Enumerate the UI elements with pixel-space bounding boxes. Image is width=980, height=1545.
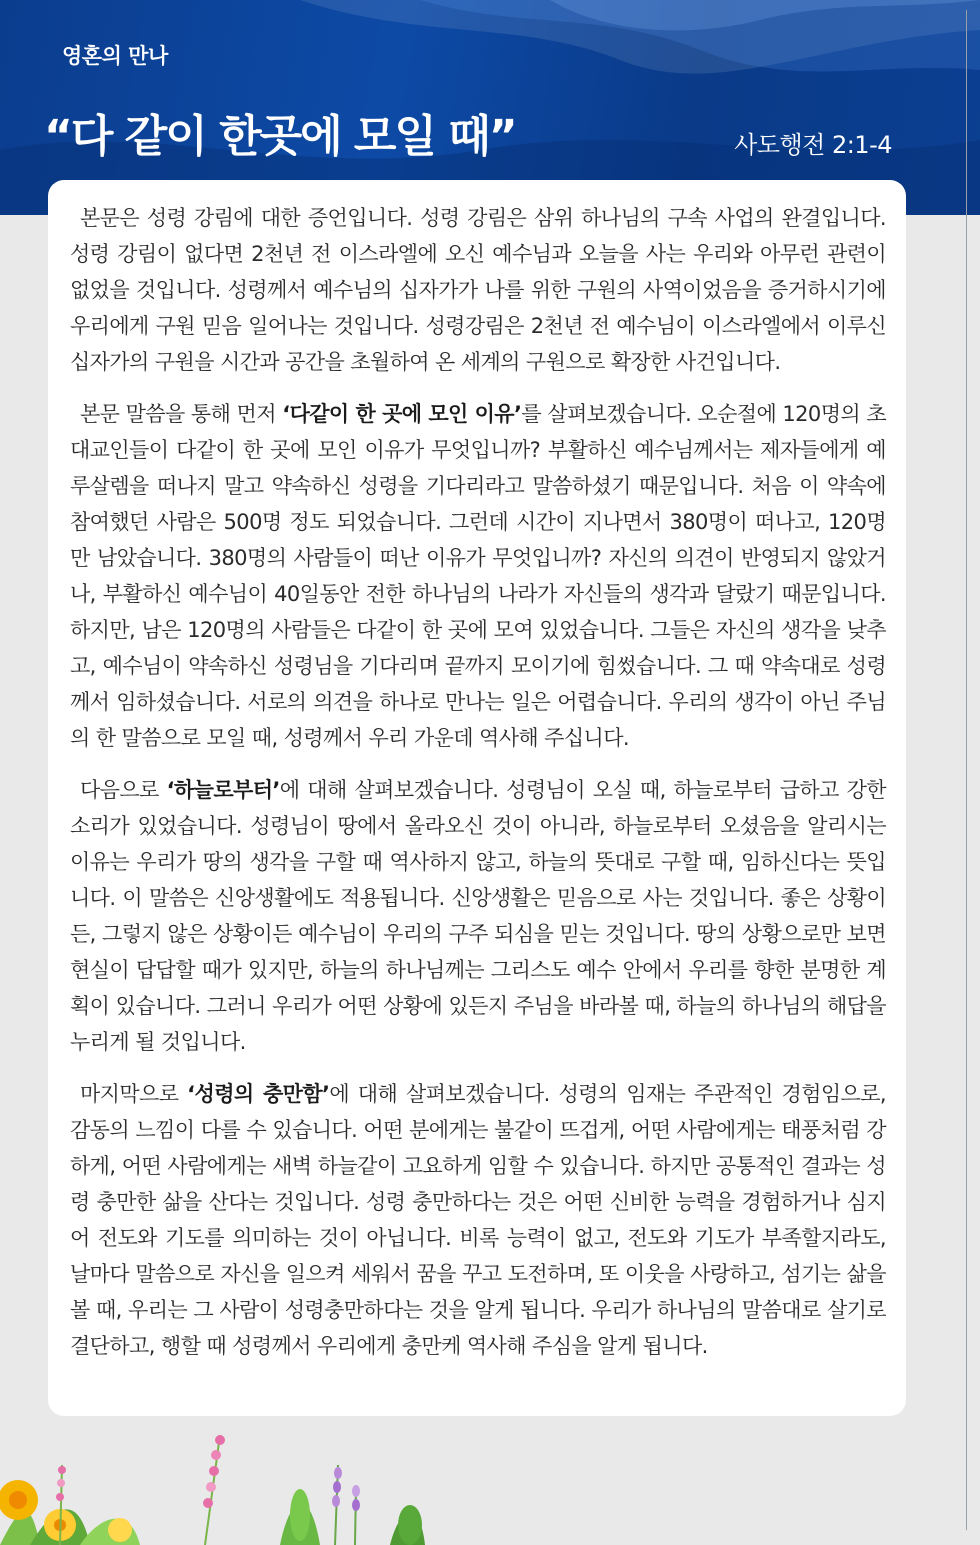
keyword-highlight: ‘성령의 충만함’ (187, 1082, 330, 1106)
paragraph-text: 본문은 성령 강림에 대한 증언입니다. 성령 강림은 삼위 하나님의 구속 사업의 완결입니다. 성령 강림이 없다면 2천년 전 이스라엘에 오신 예수님과 오늘을 사는 우리와 아무런 관련이 없었을 것입니다. 성령께서 예수님의 십자가가 나를 위한 구원의 사역이었음을 증거하시기에 우리에게 구원 믿음 일어나는 것입니다. 성령강림은 2천년 전 예수님이 이스라엘에서 이루신 십자가의 구원을 시간과 공간을 초월하여 온 세계의 구원으로 확장한 사건입니다. (70, 206, 886, 374)
section-label: 영혼의 만나 (62, 44, 168, 68)
scripture-reference: 사도행전 2:1-4 (734, 131, 892, 159)
paragraph-gathering (70, 396, 886, 756)
page-edge-rule (966, 10, 967, 1530)
paragraph-text: 에 대해 살펴보겠습니다. 성령님이 오실 때, 하늘로부터 급하고 강한 소리가 있었습니다. 성령님이 땅에서 올라오신 것이 아니라, 하늘로부터 오셨음을 알리시는 이유는 우리가 땅의 생각을 구할 때 역사하지 않고, 하늘의 뜻대로 구할 때, 임하신다는 뜻입니다. 이 말씀은 신앙생활에도 적용됩니다. 신앙생활은 믿음으로 사는 것입니다. 좋은 상황이든, 그렇지 않은 상황이든 예수님이 우리의 구주 되심을 믿는 것입니다. 땅의 상황으로만 보면 현실이 답답할 때가 있지만, 하늘의 하나님께는 그리스도 예수 안에서 우리를 향한 분명한 계획이 있습니다. 그러니 우리가 어떤 상황에 있든지 주님을 바라볼 때, 하늘의 하나님의 해답을 누리게 될 것입니다. (70, 778, 886, 1054)
page-title: “다 같이 한곳에 모일 때” (44, 111, 516, 162)
flower-decoration-icon (0, 1405, 980, 1545)
paragraph-text: 를 살펴보겠습니다. 오순절에 120명의 초대교인들이 다같이 한 곳에 모인 이유가 무엇입니까? 부활하신 예수님께서는 제자들에게 예루살렘을 떠나지 말고 약속하신 성령을 기다리라고 말씀하셨기 때문입니다. 처음 이 약속에 참여했던 사람은 500명 정도 되었습니다. 그런데 시간이 지나면서 380명이 떠나고, 120명만 남았습니다. 380명의 사람들이 떠난 이유가 무엇입니까? 자신의 의견이 반영되지 않았거나, 부활하신 예수님이 40일동안 전한 하나님의 나라가 자신들의 생각과 달랐기 때문입니다. 하지만, 남은 120명의 사람들은 다같이 한 곳에 모여 있었습니다. 그들은 자신의 생각을 낮추고, 예수님이 약속하신 성령님을 기다리며 끝까지 모이기에 힘썼습니다. 그 때 약속대로 성령께서 임하셨습니다. 서로의 의견을 하나로 만나는 일은 어렵습니다. 우리의 생각이 아닌 주님의 한 말씀으로 모일 때, 성령께서 우리 가운데 역사해 주십니다. (70, 402, 887, 750)
paragraph-from-heaven (70, 772, 886, 1060)
paragraph-text: 마지막으로 (80, 1082, 188, 1106)
paragraph-text: 다음으로 (80, 778, 167, 802)
paragraph-fullness (70, 1076, 886, 1364)
paragraph-text: 본문 말씀을 통해 먼저 (80, 402, 283, 426)
paragraph-text: 에 대해 살펴보겠습니다. 성령의 임재는 주관적인 경험임으로, 감동의 느낌이 다를 수 있습니다. 어떤 분에게는 불같이 뜨겁게, 어떤 사람에게는 태풍처럼 강하게, 어떤 사람에게는 새벽 하늘같이 고요하게 임할 수 있습니다. 하지만 공통적인 결과는 성령 충만한 삶을 산다는 것입니다. 성령 충만하다는 것은 어떤 신비한 능력을 경험하거나 심지어 전도와 기도를 의미하는 것이 아닙니다. 비록 능력이 없고, 전도와 기도가 부족할지라도, 날마다 말씀으로 자신을 일으켜 세워서 꿈을 꾸고 도전하며, 또 이웃을 사랑하고, 섬기는 삶을 볼 때, 우리는 그 사람이 성령충만하다는 것을 알게 됩니다. 우리가 하나님의 말씀대로 살기로 결단하고, 행할 때 성령께서 우리에게 충만케 역사해 주심을 알게 됩니다. (70, 1082, 886, 1358)
keyword-highlight: ‘하늘로부터’ (166, 778, 280, 802)
sermon-body (70, 200, 886, 1380)
paragraph-intro (70, 200, 886, 380)
keyword-highlight: ‘다같이 한 곳에 모인 이유’ (282, 402, 522, 426)
